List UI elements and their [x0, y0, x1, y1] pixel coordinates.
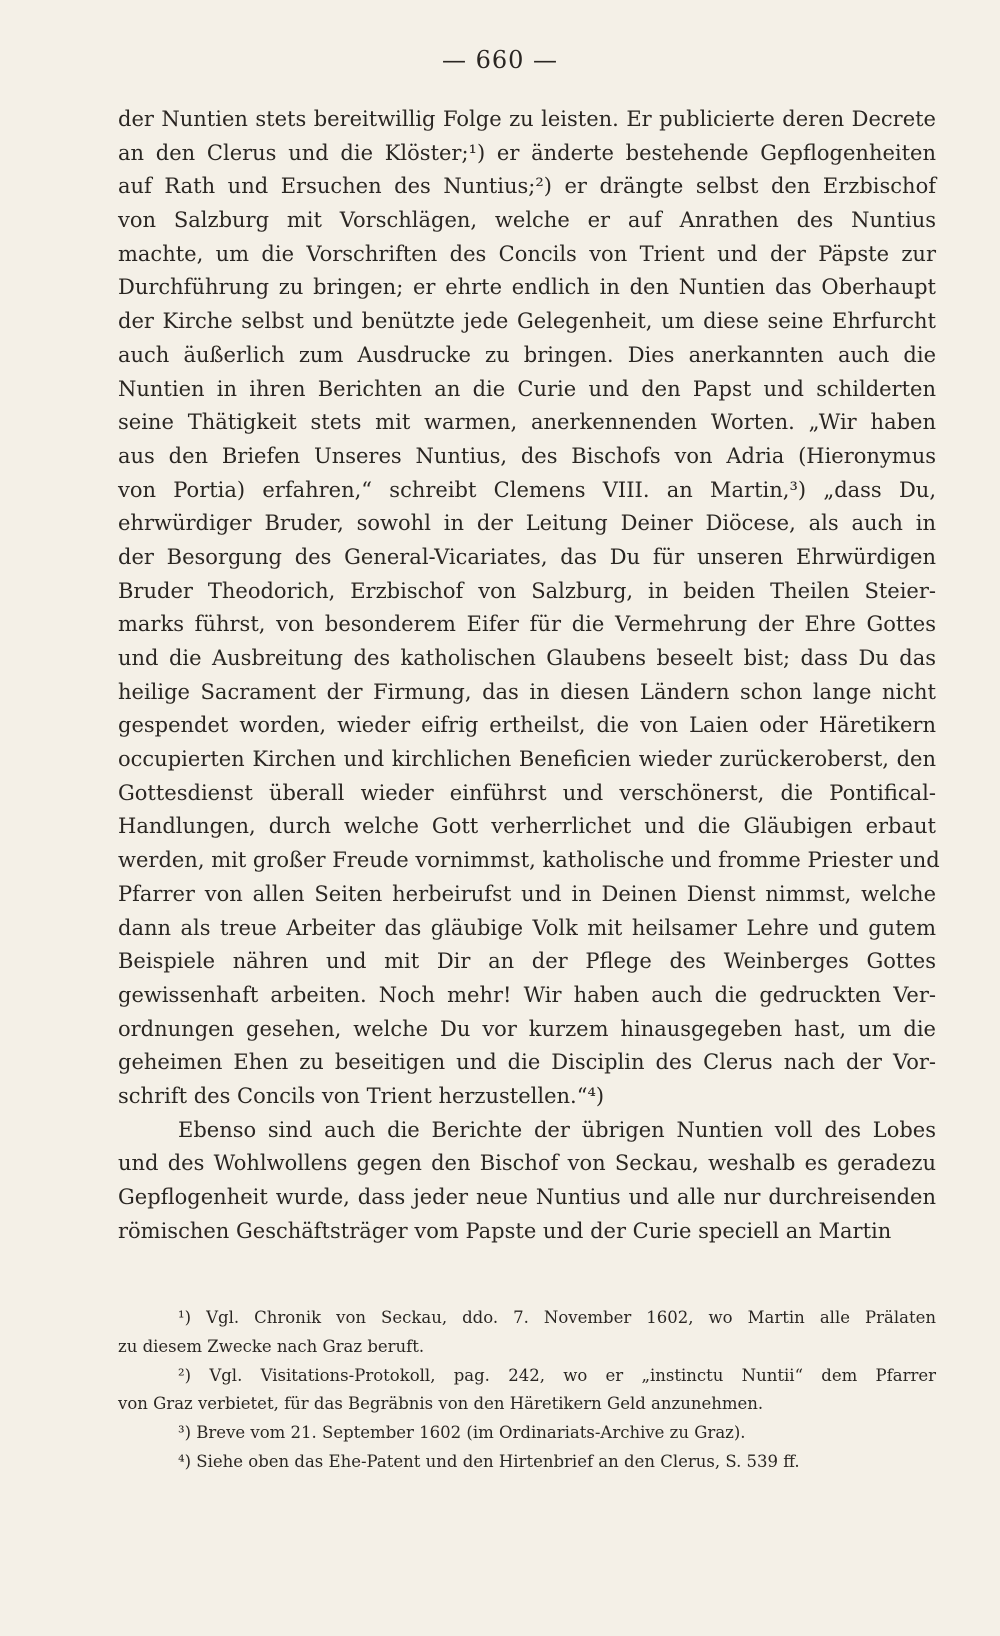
footnote-line: von Graz verbietet, für das Begräbnis von den Häretikern Geld anzunehmen.: [118, 1394, 764, 1414]
body-text-line: Bruder Theodorich, Erzbischof von Salzburg, in beiden Theilen Steier-: [118, 578, 936, 603]
body-text-line: der Kirche selbst und benützte jede Gelegenheit, um diese seine Ehrfurcht: [118, 309, 936, 334]
body-text-line: gewissenhaft arbeiten. Noch mehr! Wir haben auch die gedruckten Ver-: [118, 982, 936, 1007]
body-text-line: von Salzburg mit Vorschlägen, welche er auf Anrathen des Nuntius: [118, 208, 936, 233]
body-text-line: occupierten Kirchen und kirchlichen Beneficien wieder zurückeroberst, den: [118, 747, 936, 772]
body-text-line: Gottesdienst überall wieder einführst und verschönerst, die Pontifical-: [118, 780, 936, 805]
footnotes: [118, 1304, 936, 1477]
body-text-line: heilige Sacrament der Firmung, das in diesen Ländern schon lange nicht: [118, 679, 936, 704]
body-text-line: Durchführung zu bringen; er ehrte endlich in den Nuntien das Oberhaupt: [118, 275, 936, 300]
page-number: — 660 —: [441, 46, 559, 74]
body-text-line: Gepflogenheit wurde, dass jeder neue Nuntius und alle nur durchreisenden: [118, 1185, 936, 1209]
body-text-line: Pfarrer von allen Seiten herbeirufst und in Deinen Dienst nimmst, welche: [118, 881, 936, 906]
footnote-line: ⁴) Siehe oben das Ehe-Patent und den Hirtenbrief an den Clerus, S. 539 ff.: [178, 1451, 800, 1471]
body-text-line: ehrwürdiger Bruder, sowohl in der Leitung Deiner Diöcese, als auch in: [118, 511, 936, 536]
body-text-line: Handlungen, durch welche Gott verherrlichet und die Gläubigen erbaut: [118, 814, 936, 839]
footnote: [118, 1448, 936, 1477]
main-text: [118, 103, 940, 1248]
body-text-line: geheimen Ehen zu beseitigen und die Disciplin des Clerus nach der Vor-: [118, 1050, 936, 1075]
body-text-line: von Portia) erfahren,“ schreibt Clemens VIII. an Martin,³) „dass Du,: [118, 477, 936, 502]
footnote: [118, 1419, 936, 1448]
body-text-line: werden, mit großer Freude vornimmst, katholische und fromme Priester und: [118, 848, 940, 873]
body-text-line: aus den Briefen Unseres Nuntius, des Bischofs von Adria (Hieronymus: [118, 443, 936, 468]
body-text-line: gespendet worden, wieder eifrig ertheilst, die von Laien oder Häretikern: [118, 713, 936, 738]
body-text-line: Ebenso sind auch die Berichte der übrigen Nuntien voll des Lobes: [178, 1117, 936, 1142]
body-text-line: an den Clerus und die Klöster;¹) er änderte bestehende Gepflogenheiten: [118, 140, 936, 165]
footnote-line: zu diesem Zwecke nach Graz beruft.: [118, 1336, 425, 1356]
body-text-line: machte, um die Vorschriften des Concils von Trient und der Päpste zur: [118, 241, 936, 266]
body-text-line: Beispiele nähren und mit Dir an der Pflege des Weinberges Gottes: [118, 949, 936, 974]
body-text-line: marks führst, von besonderem Eifer für die Vermehrung der Ehre Gottes: [118, 612, 936, 637]
body-text-line: ordnungen gesehen, welche Du vor kurzem hinausgegeben hast, um die: [118, 1016, 936, 1041]
body-text-line: auch äußerlich zum Ausdrucke zu bringen. Dies anerkannten auch die: [118, 342, 936, 367]
footnote-line: ¹) Vgl. Chronik von Seckau, ddo. 7. November 1602, wo Martin alle Prälaten: [178, 1308, 936, 1327]
footnote: [118, 1362, 936, 1420]
body-text-line: der Nuntien stets bereitwillig Folge zu leisten. Er publicierte deren Decrete: [118, 107, 936, 131]
body-text-line: dann als treue Arbeiter das gläubige Volk mit heilsamer Lehre und gutem: [118, 915, 936, 940]
body-text-line: Nuntien in ihren Berichten an die Curie und den Papst und schilderten: [118, 376, 936, 401]
footnote-line: ²) Vgl. Visitations-Protokoll, pag. 242, wo er „instinctu Nuntii“ dem Pfarrer: [178, 1365, 936, 1385]
footnote: [118, 1304, 936, 1362]
footnote-line: ³) Breve vom 21. September 1602 (im Ordinariats-Archive zu Graz).: [178, 1423, 746, 1443]
body-text-line: und des Wohlwollens gegen den Bischof von Seckau, weshalb es geradezu: [118, 1151, 936, 1176]
body-text-line: römischen Geschäftsträger vom Papste und der Curie speciell an Martin: [118, 1218, 892, 1243]
body-text-line: der Besorgung des General-Vicariates, das Du für unseren Ehrwürdigen: [118, 544, 936, 569]
body-text-line: und die Ausbreitung des katholischen Glaubens beseelt bist; dass Du das: [118, 646, 936, 670]
body-text-line: seine Thätigkeit stets mit warmen, anerkennenden Worten. „Wir haben: [118, 410, 936, 435]
body-text-line: auf Rath und Ersuchen des Nuntius;²) er drängte selbst den Erzbischof: [118, 174, 936, 199]
body-text-line: schrift des Concils von Trient herzustellen.“⁴): [118, 1083, 605, 1108]
